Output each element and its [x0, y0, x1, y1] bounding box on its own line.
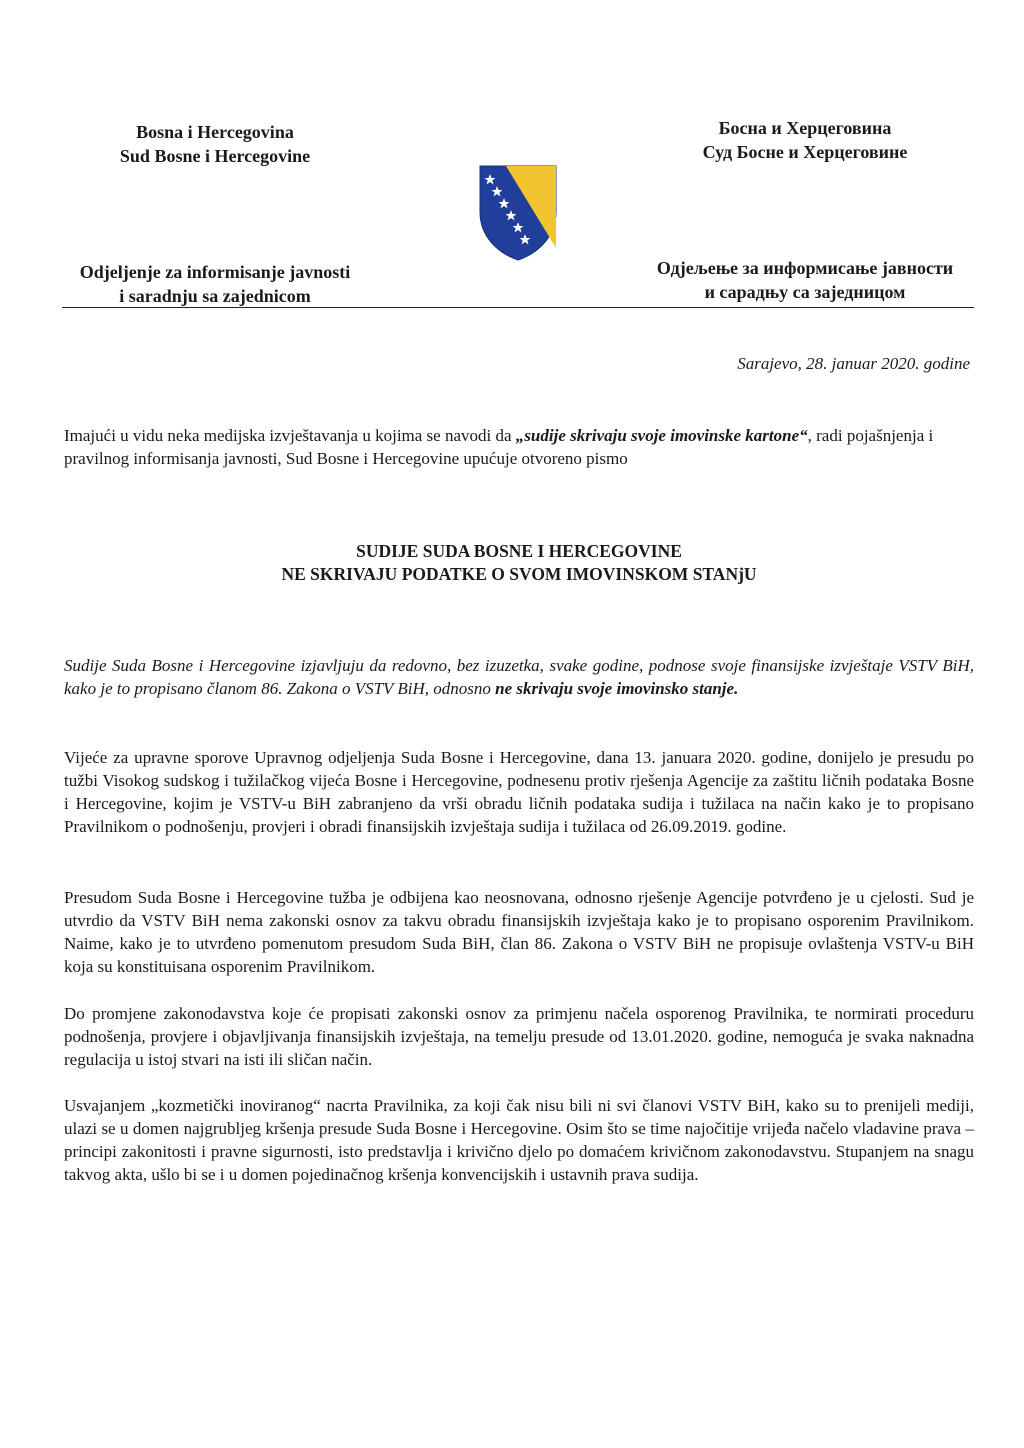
department-line-1-latin: Odjeljenje za informisanje javnosti	[79, 262, 351, 282]
paragraph-2: Vijeće za upravne sporove Upravnog odjeljenja Suda Bosne i Hercegovine, dana 13. januara 2020. godine, donijelo je presudu po tužbi Visokog sudskog i tužilačkog vijeća Bosne i Hercegovine, podnesenu protiv rješenja Agencije za zaštitu ličnih podataka Bosne i Hercegovine, kojim je VSTV-u BiH zabranjeno da vrši obradu ličnih podataka sudija i tužilaca na način kako je to propisano Pravilnikom o podnošenju, provjeri i obradi finansijskih izvještaja sudija i tužilaca od 26.09.2019. godine.	[64, 748, 974, 836]
intro-text-start: Imajući u vidu neka medijska izvještavanja u kojima se navodi da	[64, 426, 516, 445]
intro-quoted-claim: „sudije skrivaju svoje imovinske kartone“	[515, 426, 808, 445]
court-title-cyrillic: Суд Босне и Херцеговине	[702, 142, 908, 162]
paragraph-1	[64, 654, 974, 700]
court-name-cyrillic	[670, 116, 940, 164]
department-line-2-cyrillic: и сарадњу са заједницом	[704, 282, 906, 302]
department-name-cyrillic	[630, 256, 980, 304]
letter-title	[64, 540, 974, 586]
paragraph-1-text: Sudije Suda Bosne i Hercegovine izjavljuju da redovno, bez izuzetka, svake godine, podnose svoje finansijske izvještaje VSTV BiH, kako je to propisano članom 86. Zakona o VSTV BiH, odnosno	[64, 656, 974, 698]
paragraph-5: Usvajanjem „kozmetički inoviranog“ nacrta Pravilnika, za koji čak nisu bili ni svi članovi VSTV BiH, kako su to prenijeli mediji, ulazi se u domen najgrubljeg kršenja presude Suda Bosne i Hercegovine. Osim što se time najočitije vrijeđa načelo vladavine prava – principi zakonitosti i pravne sigurnosti, isto predstavlja i krivično djelo po domaćem krivičnom zakonodavstvu. Stupanjem na snagu takvog akta, ušlo bi se i u domen pojedinačnog kršenja konvencijskih i ustavnih prava sudija.	[64, 1096, 974, 1184]
intro-paragraph	[64, 424, 974, 470]
bih-coat-of-arms-icon	[476, 162, 560, 262]
paragraph-1-emphasis: ne skrivaju svoje imovinsko stanje.	[495, 679, 739, 698]
department-name-latin	[50, 260, 380, 308]
department-line-2-latin: i saradnju sa zajednicom	[119, 286, 311, 306]
letter-title-line-1: SUDIJE SUDA BOSNE I HERCEGOVINE	[356, 541, 682, 561]
header-divider	[62, 307, 974, 308]
paragraph-4: Do promjene zakonodavstva koje će propisati zakonski osnov za primjenu načela osporenog Pravilnika, te normirati proceduru podnošenja, provjere i objavljivanja finansijskih izvještaja, na temelju presude od 13.01.2020. godine, nemoguća je svaka naknadna regulacija u istoj stvari na isti ili sličan način.	[64, 1004, 974, 1069]
department-line-1-cyrillic: Одјељење за информисање јавности	[656, 258, 954, 278]
paragraph-3: Presudom Suda Bosne i Hercegovine tužba je odbijena kao neosnovana, odnosno rješenje Agencije potvrđeno je u cjelosti. Sud je utvrdio da VSTV BiH nema zakonski osnov za takvu obradu finansijskih izvještaja kako je to propisano osporenim Pravilnikom. Naime, kako je to utvrđeno pomenutom presudom Suda BiH, član 86. Zakona o VSTV BiH ne propisuje ovlaštenja VSTV-u BiH koja su konstituisana osporenim Pravilnikom.	[64, 888, 974, 976]
court-title-latin: Sud Bosne i Hercegovine	[119, 146, 311, 166]
court-name-latin	[80, 120, 350, 168]
letter-title-line-2: NE SKRIVAJU PODATKE O SVOM IMOVINSKOM STANjU	[281, 564, 757, 584]
document-date: Sarajevo, 28. januar 2020. godine	[737, 354, 970, 373]
intro-text-end: , radi pojašnjenja i pravilnog informisanja javnosti, Sud Bosne i Hercegovine upućuje otvoreno pismo	[64, 426, 934, 468]
country-name-latin: Bosna i Hercegovina	[136, 122, 294, 142]
country-name-cyrillic: Босна и Херцеговина	[718, 118, 892, 138]
